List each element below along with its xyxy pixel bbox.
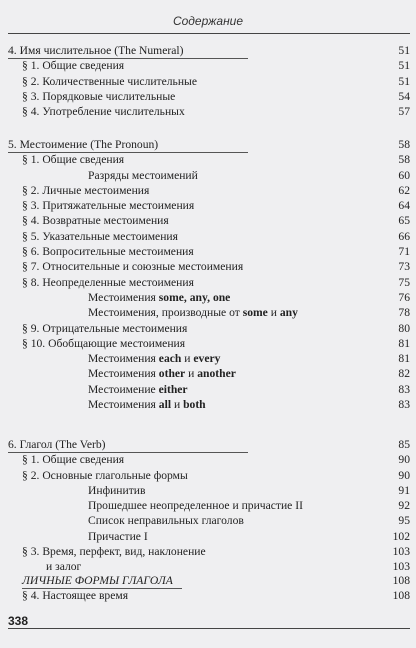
toc-entry-title: 6. Глагол (The Verb) bbox=[8, 438, 106, 451]
header-rule bbox=[8, 33, 410, 34]
toc-entry-title: § 7. Относительные и союзные местоимения bbox=[22, 260, 244, 274]
toc-entry-page: 80 bbox=[398, 321, 410, 335]
toc-entry[interactable] bbox=[8, 275, 410, 290]
toc-entry[interactable] bbox=[8, 259, 410, 274]
toc-entry-title: ЛИЧНЫЕ ФОРМЫ ГЛАГОЛА bbox=[22, 574, 173, 587]
toc-entry-title: § 2. Основные глагольные формы bbox=[22, 468, 188, 482]
toc-entry-page: 81 bbox=[398, 352, 410, 366]
toc-entry-title: Местоимения, производные от some и any bbox=[88, 306, 298, 320]
toc-entry-page: 91 bbox=[398, 483, 410, 497]
toc-entry-page: 81 bbox=[398, 336, 410, 350]
toc-entry[interactable] bbox=[8, 468, 410, 483]
toc-entry-page: 57 bbox=[398, 105, 410, 119]
toc-entry-title: Разряды местоимений bbox=[88, 168, 198, 182]
toc-section bbox=[8, 43, 410, 119]
toc-entry[interactable] bbox=[8, 198, 410, 213]
toc-entry-title: § 2. Личные местоимения bbox=[22, 183, 150, 197]
toc-entry-page: 102 bbox=[392, 529, 410, 543]
toc-entry-title: Местоимение either bbox=[88, 382, 188, 396]
toc-entry-title: и залог bbox=[46, 560, 82, 574]
toc-entry-page: 83 bbox=[398, 398, 410, 412]
toc-entry-title: § 1. Общие сведения bbox=[22, 153, 125, 167]
toc-entry-title: Список неправильных глаголов bbox=[88, 514, 244, 528]
toc-entry[interactable] bbox=[8, 437, 410, 452]
toc-entry-page: 51 bbox=[398, 44, 410, 57]
toc-entry-title: § 3. Порядковые числительные bbox=[22, 89, 176, 103]
toc-entry[interactable] bbox=[8, 43, 410, 58]
toc-entry-page: 64 bbox=[398, 199, 410, 213]
toc-entry-page: 65 bbox=[398, 214, 410, 228]
toc-entry-page: 82 bbox=[398, 367, 410, 381]
toc-entry[interactable] bbox=[8, 498, 410, 513]
toc-entry[interactable] bbox=[8, 366, 410, 381]
toc-entry[interactable] bbox=[8, 529, 410, 544]
toc-entry-title: Прошедшее неопределенное и причастие II bbox=[88, 499, 303, 513]
toc-entry-page: 103 bbox=[392, 560, 410, 574]
toc-entry-title: § 3. Притяжательные местоимения bbox=[22, 199, 195, 213]
toc-entry-page: 66 bbox=[398, 229, 410, 243]
toc-entry-page: 71 bbox=[398, 245, 410, 259]
toc-entry-title: 4. Имя числительное (The Numeral) bbox=[8, 44, 184, 57]
toc-entry[interactable] bbox=[8, 104, 410, 119]
toc-entry-page: 51 bbox=[398, 74, 410, 88]
toc-entry-page: 108 bbox=[392, 574, 410, 587]
toc-entry-title: § 1. Общие сведения bbox=[22, 453, 125, 467]
toc-entry[interactable] bbox=[8, 58, 410, 73]
toc-entry[interactable] bbox=[8, 321, 410, 336]
toc-entry[interactable] bbox=[8, 305, 410, 320]
toc-entry[interactable] bbox=[8, 244, 410, 259]
toc-entry[interactable] bbox=[8, 588, 410, 603]
running-header: Содержание bbox=[172, 14, 244, 28]
toc-entry[interactable] bbox=[8, 573, 410, 588]
toc-entry-page: 58 bbox=[398, 138, 410, 151]
toc-entry-title: 5. Местоимение (The Pronoun) bbox=[8, 138, 159, 151]
toc-entry-title: § 10. Обобщающие местоимения bbox=[22, 336, 186, 350]
toc-entry[interactable] bbox=[8, 74, 410, 89]
toc-entry-title: § 4. Настоящее время bbox=[22, 589, 129, 603]
toc-entry-title: § 9. Отрицательные местоимения bbox=[22, 321, 188, 335]
toc-entry[interactable] bbox=[8, 152, 410, 167]
toc-entry-title: § 8. Неопределенные местоимения bbox=[22, 275, 194, 289]
toc-entry-page: 58 bbox=[398, 153, 410, 167]
toc-entry[interactable] bbox=[8, 213, 410, 228]
toc-entry-page: 90 bbox=[398, 453, 410, 467]
toc-entry[interactable] bbox=[8, 183, 410, 198]
toc-entry[interactable] bbox=[8, 290, 410, 305]
toc-entry-title: Местоимения each и every bbox=[88, 352, 221, 366]
toc-entry-page: 62 bbox=[398, 183, 410, 197]
toc-entry[interactable] bbox=[8, 89, 410, 104]
toc-entry-page: 51 bbox=[398, 59, 410, 73]
toc-entry[interactable] bbox=[8, 168, 410, 183]
toc-section bbox=[8, 573, 410, 604]
toc-entry-page: 83 bbox=[398, 382, 410, 396]
toc-entry-title: Местоимения other и another bbox=[88, 367, 236, 381]
page-number: 338 bbox=[8, 614, 29, 628]
toc-entry-page: 103 bbox=[392, 545, 410, 559]
toc-entry-title: § 4. Возвратные местоимения bbox=[22, 214, 169, 228]
toc-entry-page: 90 bbox=[398, 468, 410, 482]
toc-entry-title: § 3. Время, перфект, вид, наклонение bbox=[22, 545, 206, 559]
toc-entry[interactable] bbox=[8, 452, 410, 467]
toc-entry-title: § 5. Указательные местоимения bbox=[22, 229, 178, 243]
toc-entry-title: § 2. Количественные числительные bbox=[22, 74, 197, 88]
toc-entry-title: § 1. Общие сведения bbox=[22, 59, 125, 73]
toc-entry[interactable] bbox=[8, 229, 410, 244]
toc-entry-page: 108 bbox=[392, 589, 410, 603]
toc-entry[interactable] bbox=[8, 336, 410, 351]
toc-section bbox=[8, 137, 410, 412]
toc-entry-title: Причастие I bbox=[88, 529, 148, 543]
toc-entry[interactable] bbox=[8, 483, 410, 498]
toc-entry[interactable] bbox=[8, 544, 410, 559]
toc-entry[interactable] bbox=[8, 397, 410, 412]
toc-entry-page: 85 bbox=[398, 438, 410, 451]
toc-entry-page: 60 bbox=[398, 168, 410, 182]
toc-entry-title: Местоимения some, any, one bbox=[88, 290, 231, 304]
toc-entry[interactable] bbox=[8, 513, 410, 528]
toc-entry[interactable] bbox=[8, 382, 410, 397]
toc-section bbox=[8, 437, 410, 575]
toc-entry-page: 54 bbox=[398, 89, 410, 103]
toc-entry[interactable] bbox=[8, 137, 410, 152]
toc-entry-page: 92 bbox=[398, 499, 410, 513]
toc-entry-title: Местоимения all и both bbox=[88, 398, 206, 412]
toc-entry-title: Инфинитив bbox=[88, 483, 146, 497]
toc-entry-title: § 6. Вопросительные местоимения bbox=[22, 245, 194, 259]
toc-entry-page: 73 bbox=[398, 260, 410, 274]
toc-entry-title: § 4. Употребление числительных bbox=[22, 105, 185, 119]
footer-rule bbox=[8, 628, 410, 629]
toc-entry-page: 75 bbox=[398, 275, 410, 289]
toc-entry-page: 78 bbox=[398, 306, 410, 320]
toc-entry-page: 76 bbox=[398, 290, 410, 304]
toc-entry-page: 95 bbox=[398, 514, 410, 528]
toc-entry[interactable] bbox=[8, 351, 410, 366]
